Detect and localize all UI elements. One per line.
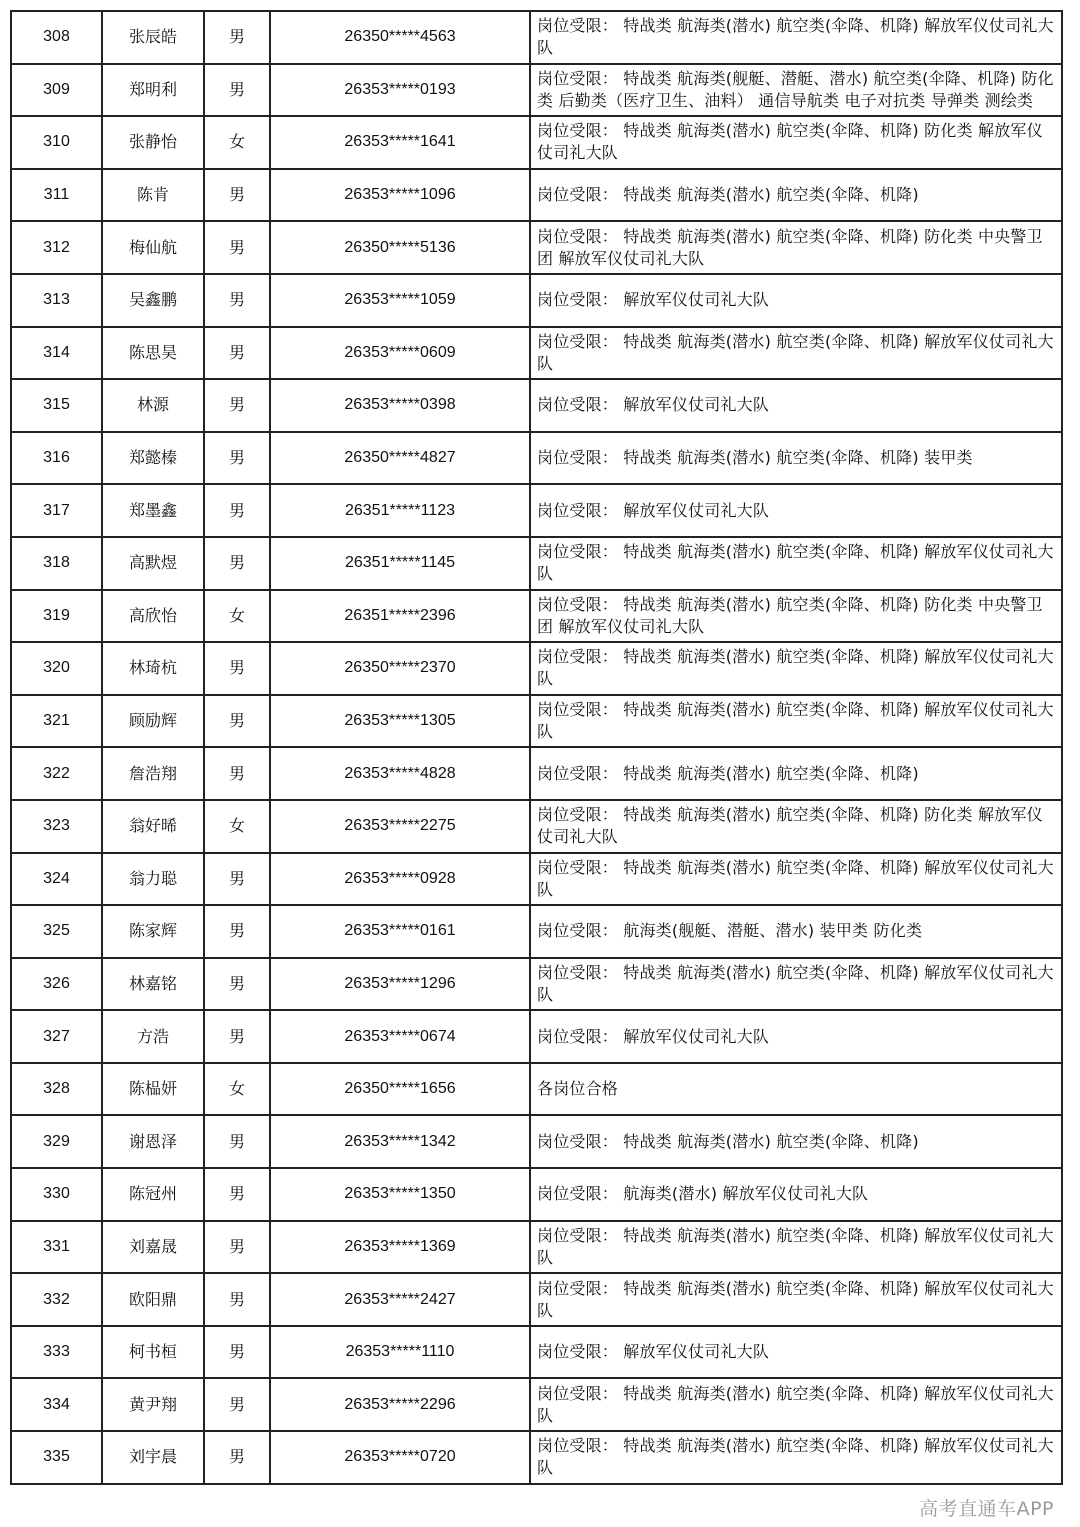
candidate-name: 郑明利 [102, 64, 204, 117]
candidate-id: 26353*****1110 [270, 1326, 530, 1379]
post-restriction-note: 岗位受限： 特战类 航海类(潜水) 航空类(伞降、机降) 解放军仪仗司礼大队 [530, 327, 1062, 380]
candidate-sex: 男 [204, 1010, 270, 1063]
candidate-name: 黄尹翔 [102, 1378, 204, 1431]
watermark: 高考直通车APP [919, 1498, 1054, 1520]
candidate-id: 26353*****0161 [270, 905, 530, 958]
roster-table [10, 10, 1063, 1485]
post-restriction-note: 岗位受限： 解放军仪仗司礼大队 [530, 274, 1062, 327]
post-restriction-note: 岗位受限： 特战类 航海类(潜水) 航空类(伞降、机降) [530, 747, 1062, 800]
candidate-sex: 男 [204, 1168, 270, 1221]
row-number: 325 [11, 905, 102, 958]
candidate-sex: 男 [204, 169, 270, 222]
row-number: 310 [11, 116, 102, 169]
candidate-name: 郑懿榛 [102, 432, 204, 485]
post-restriction-note: 岗位受限： 特战类 航海类(潜水) 航空类(伞降、机降) 防化类 解放军仪仗司礼大队 [530, 800, 1062, 853]
post-restriction-note: 岗位受限： 特战类 航海类(潜水) 航空类(伞降、机降) 解放军仪仗司礼大队 [530, 1221, 1062, 1274]
post-restriction-note: 岗位受限： 航海类(舰艇、潜艇、潜水) 装甲类 防化类 [530, 905, 1062, 958]
candidate-sex: 男 [204, 905, 270, 958]
candidate-id: 26353*****1641 [270, 116, 530, 169]
table-row [11, 484, 1062, 537]
candidate-sex: 男 [204, 1115, 270, 1168]
candidate-id: 26351*****2396 [270, 590, 530, 643]
row-number: 322 [11, 747, 102, 800]
candidate-name: 高欣怡 [102, 590, 204, 643]
candidate-sex: 男 [204, 1221, 270, 1274]
candidate-id: 26351*****1145 [270, 537, 530, 590]
row-number: 327 [11, 1010, 102, 1063]
table-row [11, 221, 1062, 274]
table-row [11, 853, 1062, 906]
candidate-sex: 男 [204, 1326, 270, 1379]
candidate-id: 26350*****5136 [270, 221, 530, 274]
row-number: 309 [11, 64, 102, 117]
candidate-sex: 女 [204, 800, 270, 853]
table-row [11, 747, 1062, 800]
post-restriction-note: 岗位受限： 解放军仪仗司礼大队 [530, 1010, 1062, 1063]
post-restriction-note: 岗位受限： 特战类 航海类(潜水) 航空类(伞降、机降) 解放军仪仗司礼大队 [530, 1273, 1062, 1326]
candidate-sex: 男 [204, 327, 270, 380]
row-number: 308 [11, 11, 102, 64]
candidate-name: 翁力聪 [102, 853, 204, 906]
candidate-sex: 男 [204, 642, 270, 695]
table-row [11, 642, 1062, 695]
row-number: 329 [11, 1115, 102, 1168]
candidate-sex: 女 [204, 116, 270, 169]
post-restriction-note: 岗位受限： 特战类 航海类(潜水) 航空类(伞降、机降) 防化类 中央警卫团 解放军仪仗司礼大队 [530, 590, 1062, 643]
candidate-id: 26353*****1305 [270, 695, 530, 748]
table-row [11, 537, 1062, 590]
row-number: 320 [11, 642, 102, 695]
post-restriction-note: 岗位受限： 特战类 航海类(潜水) 航空类(伞降、机降) 解放军仪仗司礼大队 [530, 1431, 1062, 1484]
post-restriction-note: 岗位受限： 解放军仪仗司礼大队 [530, 484, 1062, 537]
post-restriction-note: 各岗位合格 [530, 1063, 1062, 1116]
candidate-id: 26353*****1096 [270, 169, 530, 222]
table-row [11, 958, 1062, 1011]
candidate-name: 刘嘉晟 [102, 1221, 204, 1274]
candidate-name: 林琦杭 [102, 642, 204, 695]
post-restriction-note: 岗位受限： 特战类 航海类(潜水) 航空类(伞降、机降) 解放军仪仗司礼大队 [530, 1378, 1062, 1431]
candidate-name: 方浩 [102, 1010, 204, 1063]
candidate-id: 26353*****1296 [270, 958, 530, 1011]
candidate-sex: 男 [204, 379, 270, 432]
candidate-sex: 男 [204, 274, 270, 327]
candidate-name: 柯书桓 [102, 1326, 204, 1379]
candidate-name: 张辰皓 [102, 11, 204, 64]
row-number: 312 [11, 221, 102, 274]
post-restriction-note: 岗位受限： 特战类 航海类(潜水) 航空类(伞降、机降) 解放军仪仗司礼大队 [530, 695, 1062, 748]
row-number: 323 [11, 800, 102, 853]
row-number: 326 [11, 958, 102, 1011]
candidate-id: 26353*****0609 [270, 327, 530, 380]
table-row [11, 1326, 1062, 1379]
row-number: 318 [11, 537, 102, 590]
table-row [11, 169, 1062, 222]
row-number: 334 [11, 1378, 102, 1431]
post-restriction-note: 岗位受限： 航海类(潜水) 解放军仪仗司礼大队 [530, 1168, 1062, 1221]
candidate-id: 26350*****4563 [270, 11, 530, 64]
table-row [11, 1273, 1062, 1326]
candidate-id: 26350*****2370 [270, 642, 530, 695]
candidate-id: 26353*****0193 [270, 64, 530, 117]
table-row [11, 1431, 1062, 1484]
candidate-name: 詹浩翔 [102, 747, 204, 800]
candidate-name: 陈肯 [102, 169, 204, 222]
candidate-name: 张静怡 [102, 116, 204, 169]
table-row [11, 1010, 1062, 1063]
row-number: 317 [11, 484, 102, 537]
candidate-name: 欧阳鼎 [102, 1273, 204, 1326]
candidate-id: 26353*****0398 [270, 379, 530, 432]
candidate-id: 26353*****2296 [270, 1378, 530, 1431]
row-number: 315 [11, 379, 102, 432]
post-restriction-note: 岗位受限： 特战类 航海类(潜水) 航空类(伞降、机降) 解放军仪仗司礼大队 [530, 537, 1062, 590]
candidate-sex: 男 [204, 1378, 270, 1431]
candidate-id: 26353*****0928 [270, 853, 530, 906]
table-row [11, 1063, 1062, 1116]
candidate-id: 26351*****1123 [270, 484, 530, 537]
post-restriction-note: 岗位受限： 特战类 航海类(潜水) 航空类(伞降、机降) 解放军仪仗司礼大队 [530, 853, 1062, 906]
post-restriction-note: 岗位受限： 解放军仪仗司礼大队 [530, 379, 1062, 432]
candidate-name: 顾励辉 [102, 695, 204, 748]
candidate-sex: 女 [204, 1063, 270, 1116]
table-row [11, 432, 1062, 485]
table-row [11, 800, 1062, 853]
candidate-name: 高默煜 [102, 537, 204, 590]
post-restriction-note: 岗位受限： 特战类 航海类(舰艇、潜艇、潜水) 航空类(伞降、机降) 防化类 后勤类（医疗卫生、油料） 通信导航类 电子对抗类 导弹类 测绘类 [530, 64, 1062, 117]
candidate-sex: 男 [204, 11, 270, 64]
candidate-id: 26353*****1369 [270, 1221, 530, 1274]
post-restriction-note: 岗位受限： 特战类 航海类(潜水) 航空类(伞降、机降) 防化类 解放军仪仗司礼大队 [530, 116, 1062, 169]
table-row [11, 1115, 1062, 1168]
post-restriction-note: 岗位受限： 特战类 航海类(潜水) 航空类(伞降、机降) 解放军仪仗司礼大队 [530, 958, 1062, 1011]
candidate-name: 陈冠州 [102, 1168, 204, 1221]
row-number: 316 [11, 432, 102, 485]
candidate-name: 陈思昊 [102, 327, 204, 380]
table-row [11, 590, 1062, 643]
candidate-id: 26350*****1656 [270, 1063, 530, 1116]
post-restriction-note: 岗位受限： 特战类 航海类(潜水) 航空类(伞降、机降) 解放军仪仗司礼大队 [530, 11, 1062, 64]
row-number: 331 [11, 1221, 102, 1274]
table-row [11, 379, 1062, 432]
table-row [11, 64, 1062, 117]
candidate-name: 翁好晞 [102, 800, 204, 853]
table-row [11, 1168, 1062, 1221]
post-restriction-note: 岗位受限： 特战类 航海类(潜水) 航空类(伞降、机降) 防化类 中央警卫团 解放军仪仗司礼大队 [530, 221, 1062, 274]
candidate-name: 吴鑫鹏 [102, 274, 204, 327]
candidate-sex: 女 [204, 590, 270, 643]
row-number: 328 [11, 1063, 102, 1116]
candidate-id: 26353*****2275 [270, 800, 530, 853]
candidate-name: 林源 [102, 379, 204, 432]
candidate-sex: 男 [204, 484, 270, 537]
candidate-name: 林嘉铭 [102, 958, 204, 1011]
row-number: 332 [11, 1273, 102, 1326]
table-row [11, 695, 1062, 748]
row-number: 321 [11, 695, 102, 748]
row-number: 333 [11, 1326, 102, 1379]
table-row [11, 1221, 1062, 1274]
candidate-sex: 男 [204, 747, 270, 800]
post-restriction-note: 岗位受限： 特战类 航海类(潜水) 航空类(伞降、机降) 装甲类 [530, 432, 1062, 485]
candidate-sex: 男 [204, 853, 270, 906]
candidate-id: 26353*****1342 [270, 1115, 530, 1168]
row-number: 324 [11, 853, 102, 906]
candidate-id: 26353*****0720 [270, 1431, 530, 1484]
post-restriction-note: 岗位受限： 特战类 航海类(潜水) 航空类(伞降、机降) [530, 169, 1062, 222]
candidate-id: 26350*****4827 [270, 432, 530, 485]
candidate-sex: 男 [204, 695, 270, 748]
candidate-sex: 男 [204, 432, 270, 485]
table-row [11, 905, 1062, 958]
candidate-sex: 男 [204, 958, 270, 1011]
post-restriction-note: 岗位受限： 解放军仪仗司礼大队 [530, 1326, 1062, 1379]
candidate-id: 26353*****1350 [270, 1168, 530, 1221]
post-restriction-note: 岗位受限： 特战类 航海类(潜水) 航空类(伞降、机降) [530, 1115, 1062, 1168]
table-row [11, 11, 1062, 64]
row-number: 330 [11, 1168, 102, 1221]
row-number: 311 [11, 169, 102, 222]
candidate-id: 26353*****4828 [270, 747, 530, 800]
post-restriction-note: 岗位受限： 特战类 航海类(潜水) 航空类(伞降、机降) 解放军仪仗司礼大队 [530, 642, 1062, 695]
row-number: 319 [11, 590, 102, 643]
candidate-name: 陈家辉 [102, 905, 204, 958]
candidate-name: 郑墨鑫 [102, 484, 204, 537]
row-number: 335 [11, 1431, 102, 1484]
candidate-name: 陈榀妍 [102, 1063, 204, 1116]
candidate-name: 梅仙航 [102, 221, 204, 274]
candidate-sex: 男 [204, 221, 270, 274]
roster-body [11, 11, 1062, 1484]
table-row [11, 116, 1062, 169]
table-row [11, 274, 1062, 327]
candidate-name: 谢恩泽 [102, 1115, 204, 1168]
candidate-id: 26353*****1059 [270, 274, 530, 327]
candidate-id: 26353*****2427 [270, 1273, 530, 1326]
row-number: 314 [11, 327, 102, 380]
candidate-sex: 男 [204, 537, 270, 590]
candidate-sex: 男 [204, 1431, 270, 1484]
table-row [11, 327, 1062, 380]
table-row [11, 1378, 1062, 1431]
candidate-name: 刘宇晨 [102, 1431, 204, 1484]
candidate-sex: 男 [204, 1273, 270, 1326]
row-number: 313 [11, 274, 102, 327]
candidate-id: 26353*****0674 [270, 1010, 530, 1063]
candidate-sex: 男 [204, 64, 270, 117]
